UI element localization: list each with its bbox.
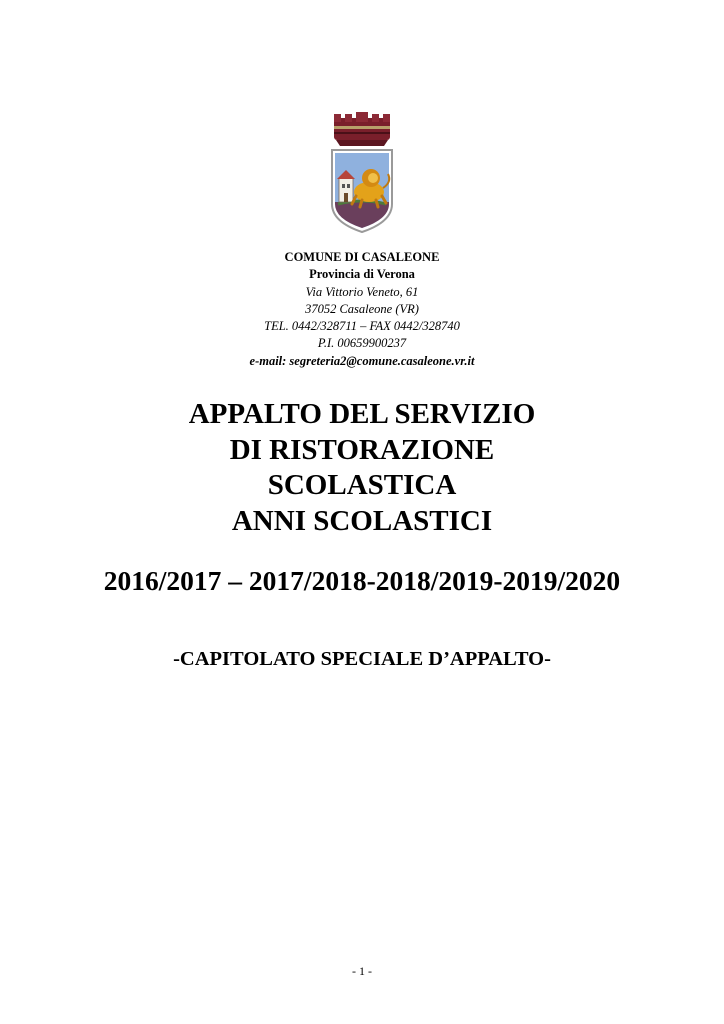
school-years: 2016/2017 – 2017/2018-2018/2019-2019/2020 [103, 565, 621, 596]
coat-of-arms-icon [326, 112, 398, 236]
document-title [0, 397, 724, 539]
document-subtitle: -CAPITOLATO SPECIALE D’APPALTO- [173, 648, 551, 670]
title-line-3: SCOLASTICA [267, 469, 457, 501]
crown-icon [334, 112, 390, 146]
vat-number: P.I. 00659900237 [317, 336, 407, 351]
title-line-4: ANNI SCOLASTICI [231, 504, 493, 537]
postal-address: 37052 Casaleone (VR) [305, 301, 419, 316]
phone-fax: TEL. 0442/328711 – FAX 0442/328740 [264, 319, 460, 334]
title-line-1: APPALTO DEL SERVIZIO [188, 398, 536, 430]
email-address: e-mail: segreteria2@comune.casaleone.vr.it [249, 353, 475, 368]
page-number: - 1 - [352, 964, 372, 978]
street-address: Via Vittorio Veneto, 61 [305, 284, 419, 299]
municipality-name: COMUNE DI CASALEONE [284, 250, 440, 264]
title-line-2: DI RISTORAZIONE [229, 433, 495, 466]
municipality-header [0, 249, 724, 370]
province-name: Provincia di Verona [309, 267, 415, 282]
